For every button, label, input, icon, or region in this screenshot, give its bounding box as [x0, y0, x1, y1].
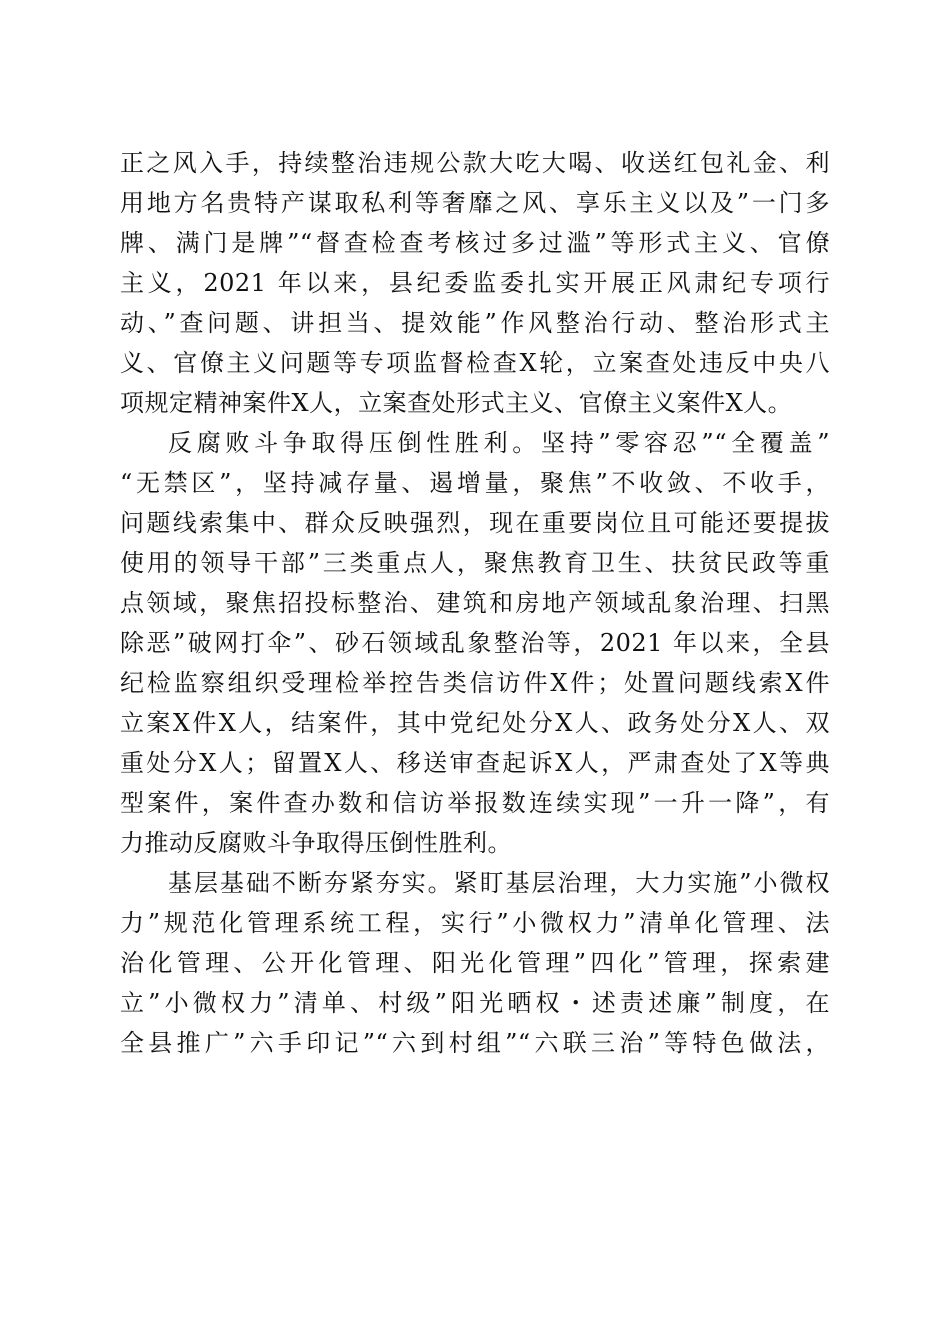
- text-line: 纪检监察组织受理检举控告类信访件X件；处置问题线索X件: [120, 669, 830, 697]
- text-line: 项规定精神案件X人，立案查处形式主义、官僚主义案件X人。: [120, 389, 793, 417]
- text-line: “无禁区”，坚持减存量、遏增量，聚焦”不收敛、不收手，: [120, 469, 830, 497]
- text-line: 点领域，聚焦招投标整治、建筑和房地产领域乱象治理、扫黑: [120, 589, 830, 617]
- text-line: 型案件，案件查办数和信访举报数连续实现”一升一降”，有: [120, 789, 830, 817]
- paragraph-2: [120, 423, 830, 863]
- text-line: 立案X件X人，结案件，其中党纪处分X人、政务处分X人、双: [120, 709, 830, 737]
- document-body: [120, 143, 830, 1063]
- text-line: 除恶”破网打伞”、砂石领域乱象整治等，2021 年以来，全县: [120, 629, 830, 657]
- paragraph-1: [120, 143, 830, 423]
- text-line: 正之风入手，持续整治违规公款大吃大喝、收送红包礼金、利: [120, 149, 830, 177]
- text-line: 问题线索集中、群众反映强烈，现在重要岗位且可能还要提拔: [120, 509, 830, 537]
- text-line: 牌、满门是牌”“督查检查考核过多过滥”等形式主义、官僚: [120, 229, 830, 257]
- text-line: 用地方名贵特产谋取私利等奢靡之风、享乐主义以及”一门多: [120, 189, 830, 217]
- paragraph-3: [120, 863, 830, 1063]
- text-line: 力推动反腐败斗争取得压倒性胜利。: [120, 829, 512, 857]
- text-line: 主义，2021 年以来，县纪委监委扎实开展正风肃纪专项行: [120, 269, 830, 297]
- text-line: 动、”查问题、讲担当、提效能”作风整治行动、整治形式主: [120, 309, 830, 337]
- text-line: 反腐败斗争取得压倒性胜利。坚持”零容忍”“全覆盖”: [168, 429, 830, 457]
- text-line: 力”规范化管理系统工程，实行”小微权力”清单化管理、法: [120, 909, 830, 937]
- text-line: 治化管理、公开化管理、阳光化管理”四化”管理，探索建: [120, 949, 830, 977]
- text-line: 使用的领导干部”三类重点人，聚焦教育卫生、扶贫民政等重: [120, 549, 830, 577]
- text-line: 重处分X人；留置X人、移送审查起诉X人，严肃查处了X等典: [120, 749, 830, 777]
- text-line: 立”小微权力”清单、村级”阳光晒权・述责述廉”制度，在: [120, 989, 830, 1017]
- text-line: 义、官僚主义问题等专项监督检查X轮，立案查处违反中央八: [120, 349, 830, 377]
- text-line: 全县推广”六手印记”“六到村组”“六联三治”等特色做法，: [120, 1029, 830, 1057]
- text-line: 基层基础不断夯紧夯实。紧盯基层治理，大力实施”小微权: [168, 869, 830, 897]
